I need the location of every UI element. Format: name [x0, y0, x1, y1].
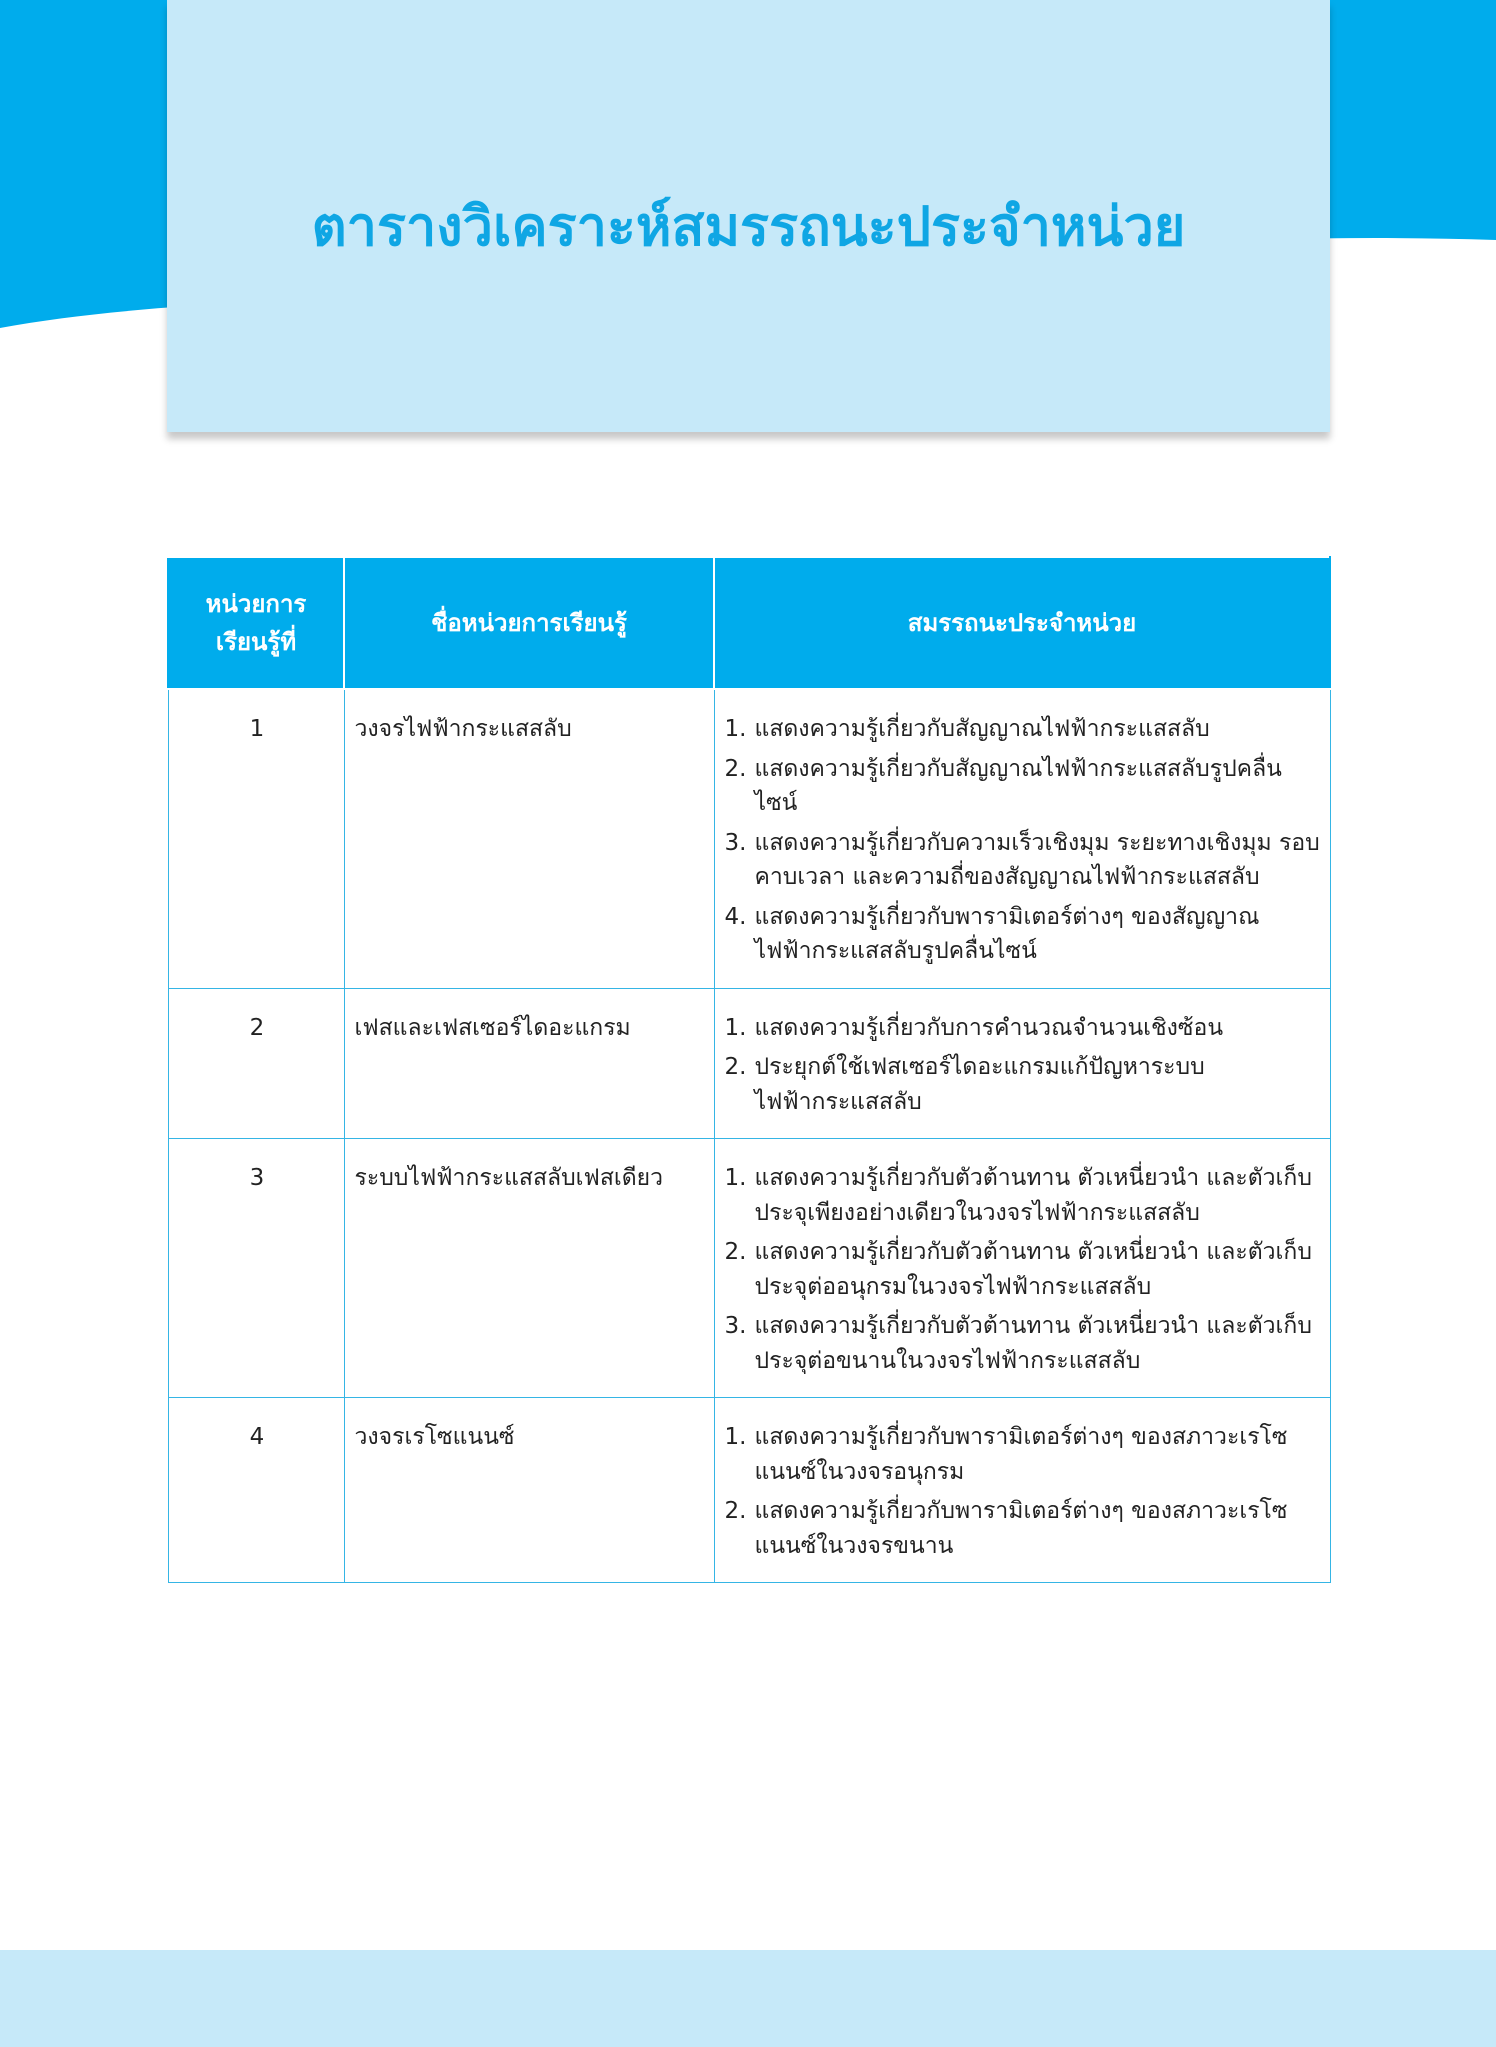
- competency-item-number: 4.: [724, 903, 747, 930]
- competency-item-text: แสดงความรู้เกี่ยวกับสัญญาณไฟฟ้ากระแสสลับรูปคลื่นไซน์: [754, 755, 1282, 816]
- competency-item: [725, 900, 1322, 969]
- competency-item-number: 2.: [724, 1498, 747, 1524]
- competency-item: [725, 1420, 1322, 1489]
- table-header: [168, 557, 1330, 689]
- competency-item-number: 3.: [724, 1313, 747, 1339]
- unit-competencies: [714, 988, 1330, 1139]
- competency-item-text: ประยุกต์ใช้เฟสเซอร์ไดอะแกรมแก้ปัญหาระบบไฟฟ้ากระแสสลับ: [754, 1054, 1205, 1115]
- unit-competencies: [714, 1398, 1330, 1583]
- unit-competencies: [714, 1139, 1330, 1398]
- table-row: [168, 988, 1330, 1139]
- competency-item: [725, 826, 1322, 895]
- header-unit-number: [168, 557, 344, 689]
- competency-item-number: 1.: [724, 1165, 747, 1191]
- competency-item: [725, 1309, 1322, 1378]
- competency-item-number: 1.: [724, 1014, 747, 1041]
- competency-item-text: แสดงความรู้เกี่ยวกับตัวต้านทาน ตัวเหนี่ยวนำ และตัวเก็บประจุต่ออนุกรมในวงจรไฟฟ้ากระแสสลับ: [754, 1239, 1312, 1300]
- competency-list: [725, 1161, 1322, 1378]
- competency-item-number: 2.: [724, 755, 747, 782]
- unit-name: ระบบไฟฟ้ากระแสสลับเฟสเดียว: [344, 1139, 714, 1398]
- unit-number: 1: [168, 689, 344, 988]
- header-unit-number-line1: หน่วยการ: [205, 589, 307, 618]
- competency-item: [725, 752, 1322, 821]
- competency-item-text: แสดงความรู้เกี่ยวกับความเร็วเชิงมุม ระยะทางเชิงมุม รอบคาบเวลา และความถี่ของสัญญาณไฟฟ้ากระแสสลับ: [754, 829, 1320, 890]
- competency-item-number: 3.: [724, 829, 747, 856]
- competency-item-number: 1.: [724, 716, 747, 742]
- competency-item: [725, 1161, 1322, 1230]
- competency-item-text: แสดงความรู้เกี่ยวกับสัญญาณไฟฟ้ากระแสสลับ: [754, 716, 1210, 742]
- table-body: [168, 689, 1330, 1583]
- unit-name: วงจรไฟฟ้ากระแสสลับ: [344, 689, 714, 988]
- competency-item-text: แสดงความรู้เกี่ยวกับการคำนวณจำนวนเชิงซ้อน: [754, 1014, 1224, 1041]
- competency-item: [725, 712, 1322, 747]
- competency-list: [725, 1011, 1322, 1120]
- competency-item-number: 2.: [724, 1054, 747, 1080]
- table-row: [168, 1139, 1330, 1398]
- page-title: ตารางวิเคราะห์สมรรถนะประจำหน่วย: [311, 195, 1186, 258]
- title-card: [167, 0, 1330, 432]
- competency-item-text: แสดงความรู้เกี่ยวกับพารามิเตอร์ต่างๆ ของสภาวะเรโซแนนซ์ในวงจรขนาน: [754, 1498, 1288, 1559]
- competency-item-number: 2.: [724, 1239, 747, 1265]
- table-row: [168, 689, 1330, 988]
- competency-item: [725, 1235, 1322, 1304]
- competency-list: [725, 1420, 1322, 1563]
- competency-item-text: แสดงความรู้เกี่ยวกับตัวต้านทาน ตัวเหนี่ยวนำ และตัวเก็บประจุต่อขนานในวงจรไฟฟ้ากระแสสลับ: [754, 1313, 1312, 1374]
- unit-number: 4: [168, 1398, 344, 1583]
- competency-item-number: 1.: [724, 1424, 747, 1450]
- header-unit-number-line2: เรียนรู้ที่: [215, 628, 297, 656]
- unit-competencies: [714, 689, 1330, 988]
- unit-name: เฟสและเฟสเซอร์ไดอะแกรม: [344, 988, 714, 1139]
- header-competency: สมรรถนะประจำหน่วย: [714, 557, 1330, 689]
- footer-band: [0, 1950, 1496, 2047]
- competency-item-text: แสดงความรู้เกี่ยวกับพารามิเตอร์ต่างๆ ของสภาวะเรโซแนนซ์ในวงจรอนุกรม: [754, 1424, 1288, 1485]
- competency-item: [725, 1011, 1322, 1046]
- unit-number: 2: [168, 988, 344, 1139]
- table-header-row: [168, 557, 1330, 689]
- unit-name: วงจรเรโซแนนซ์: [344, 1398, 714, 1583]
- competency-item-text: แสดงความรู้เกี่ยวกับตัวต้านทาน ตัวเหนี่ยวนำ และตัวเก็บประจุเพียงอย่างเดียวในวงจรไฟฟ้ากระแสสลับ: [754, 1165, 1312, 1226]
- competency-item: [725, 1494, 1322, 1563]
- table-row: [168, 1398, 1330, 1583]
- competency-list: [725, 712, 1322, 969]
- competency-table: [167, 556, 1331, 1583]
- competency-item: [725, 1050, 1322, 1119]
- competency-item-text: แสดงความรู้เกี่ยวกับพารามิเตอร์ต่างๆ ของสัญญาณไฟฟ้ากระแสสลับรูปคลื่นไซน์: [754, 903, 1260, 964]
- header-unit-name: ชื่อหน่วยการเรียนรู้: [344, 557, 714, 689]
- unit-number: 3: [168, 1139, 344, 1398]
